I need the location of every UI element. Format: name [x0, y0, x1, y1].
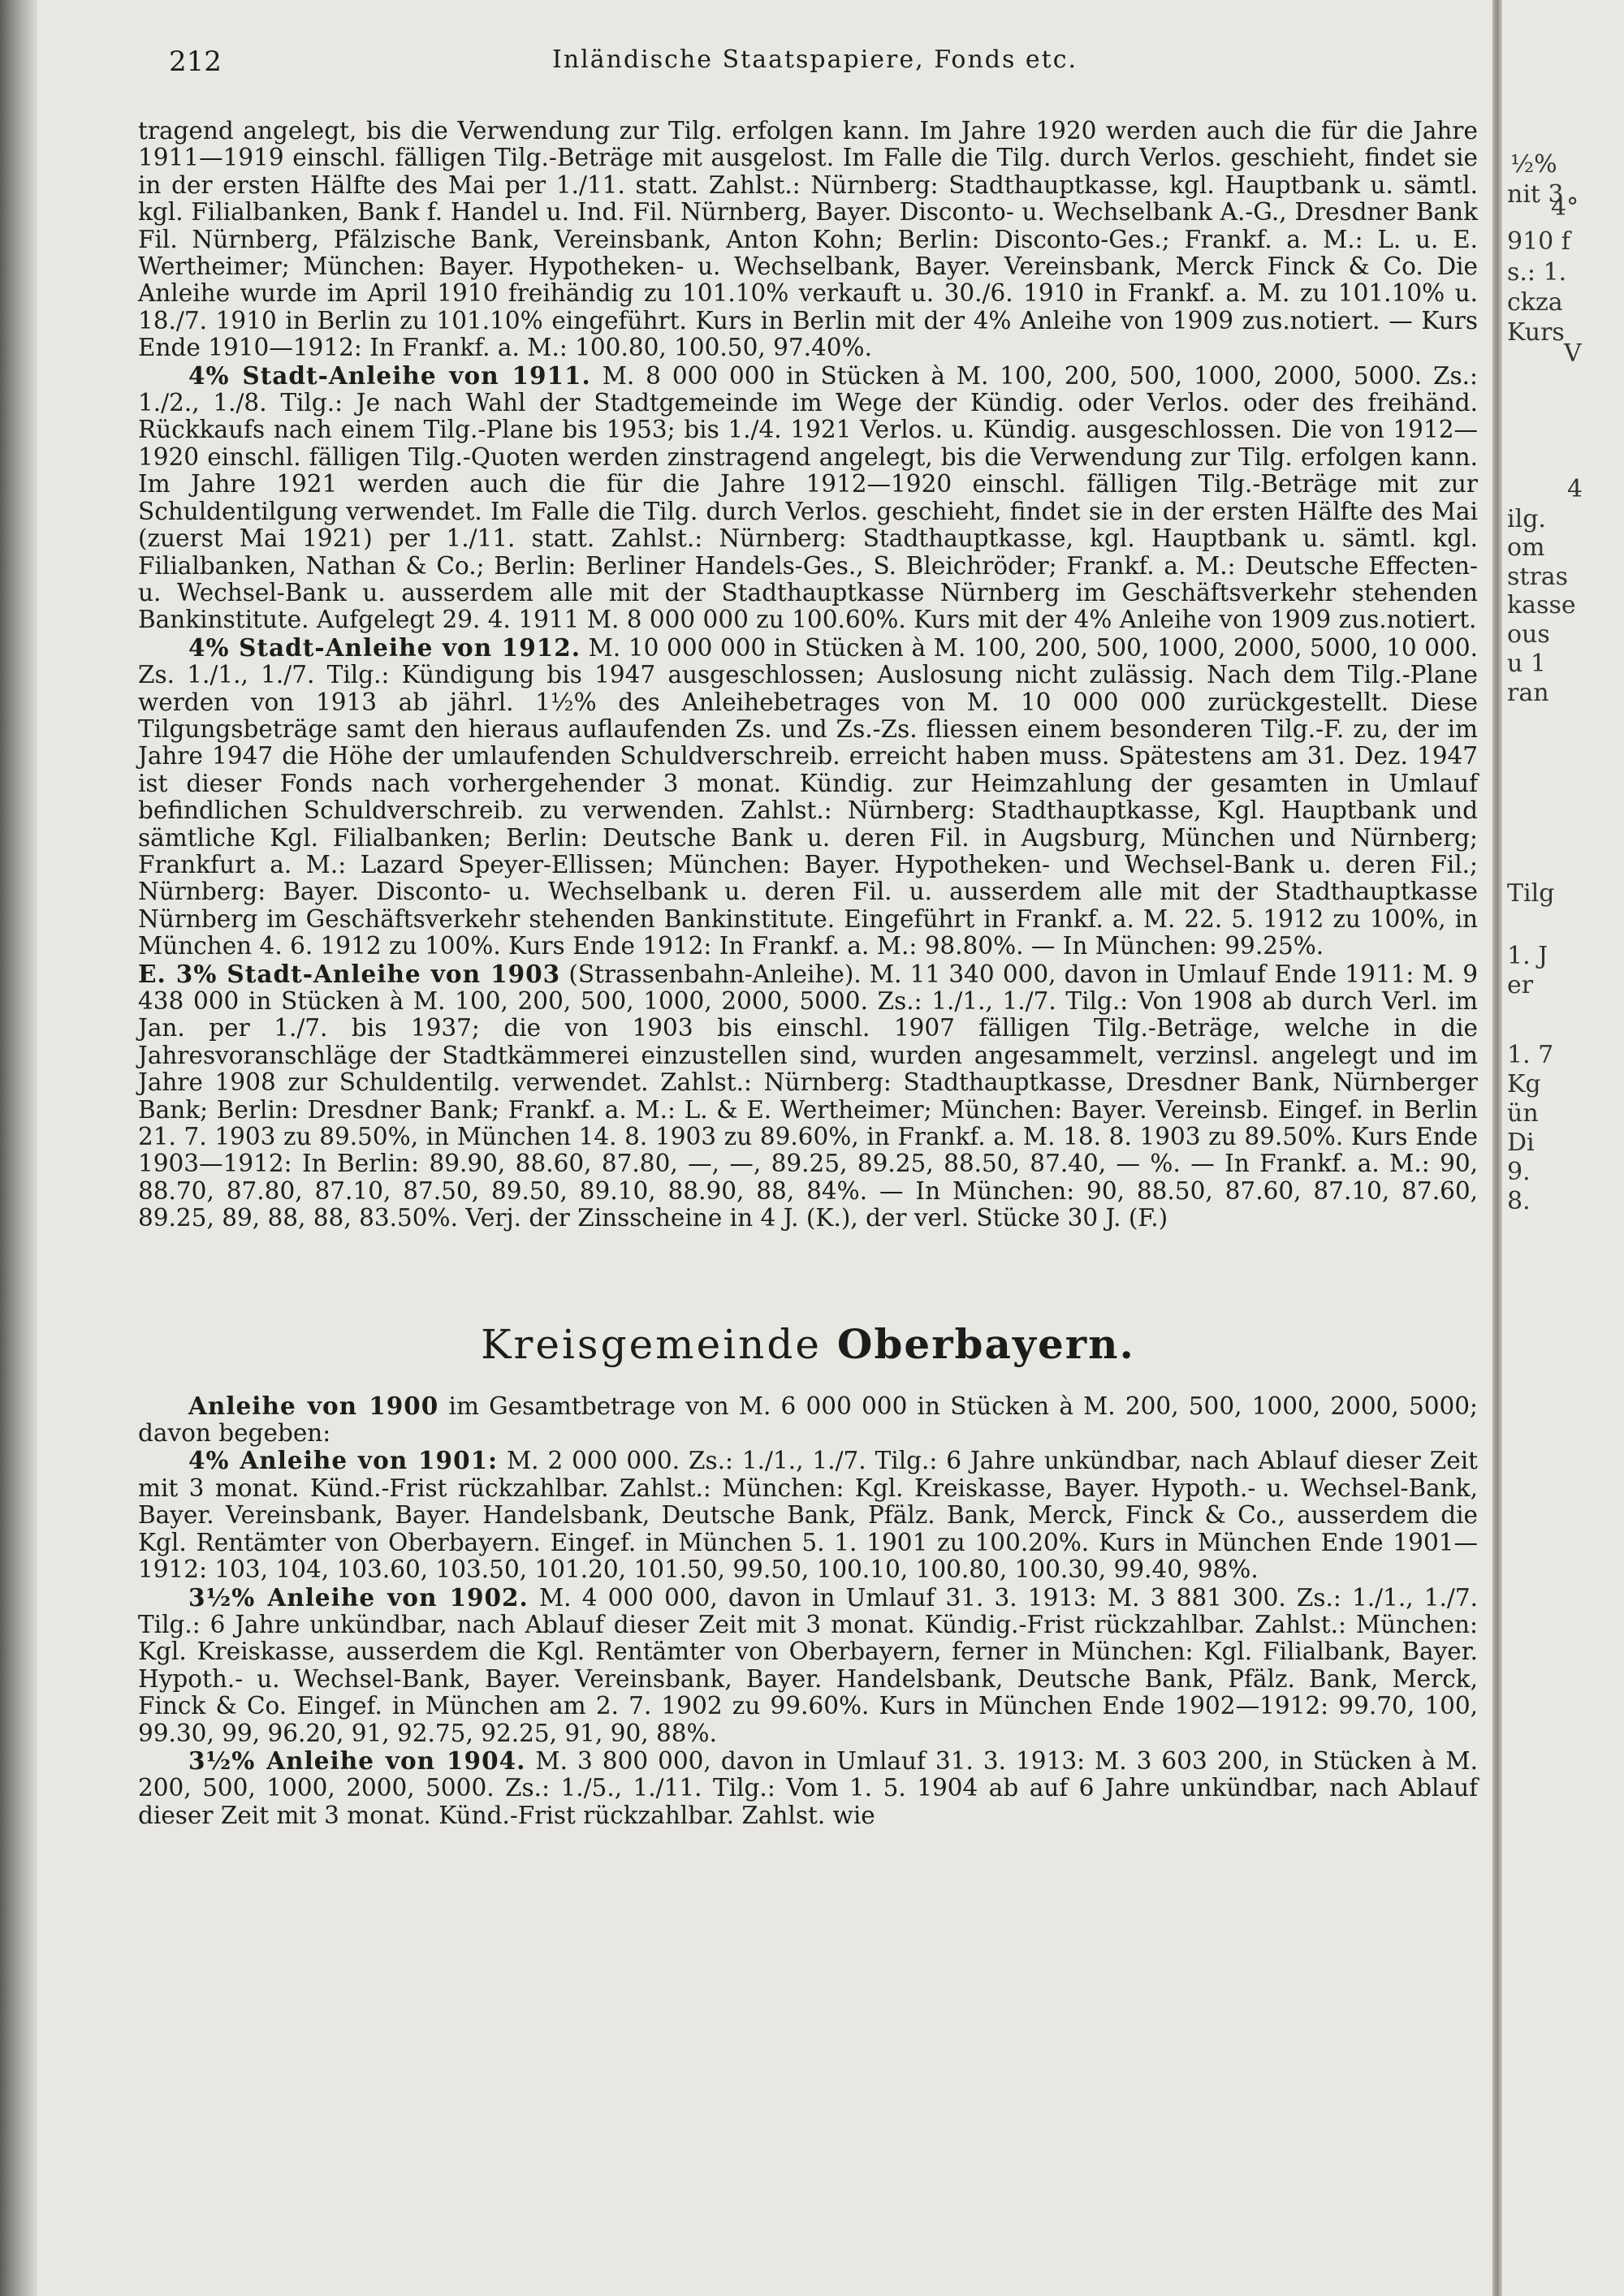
page-body	[138, 118, 1478, 1829]
paragraph-anleihe-1911	[138, 362, 1478, 634]
section-heading	[138, 1320, 1478, 1368]
paragraph-lead: 4% Anleihe von 1901:	[188, 1446, 499, 1475]
running-head-title: Inländische Staatspapiere, Fonds etc.	[552, 45, 1078, 74]
paragraph-text: im Gesamtbetrage von M. 6 000 000 in Stücken à M. 200, 500, 1000, 2000, 5000; davon begeben:	[138, 1392, 1478, 1448]
paragraph-lead: 4% Stadt-Anleihe von 1911.	[188, 360, 591, 390]
section-heading-start: Kreisgemeinde	[481, 1320, 822, 1368]
neighbor-page-strip	[1502, 0, 1624, 2296]
neighbor-fragment: ½%	[1510, 150, 1557, 179]
neighbor-fragment: 4	[1567, 475, 1583, 503]
neighbor-fragment: 1. J	[1507, 942, 1548, 970]
paragraph-anleihe-1903	[138, 960, 1478, 1232]
paragraph-text: M. 4 000 000, davon in Umlauf 31. 3. 1913: M. 3 881 300. Zs.: 1./1., 1./7. Tilg.: 6 Jahre unkündbar, nach Ablauf dieser Zeit mit 3 monat. Kündig.-Frist rückzahlbar. Zahlst.: München: Kgl. Kreiskasse, ausserdem die Kgl. Rentämter von Oberbayern, ferner in München: Kgl. Filialbank, Bayer. Hypoth.- u. Wechsel-Bank, Bayer. Vereinsbank, Bayer. Handelsbank, Deutsche Bank, Pfälz. Bank, Merck, Finck & Co. Eingef. in München am 2. 7. 1902 zu 99.60%. Kurs in München Ende 1902—1912: 99.70, 100, 99.30, 99, 96.20, 91, 92.75, 92.25, 91, 90, 88%.	[138, 1583, 1478, 1747]
neighbor-fragment: stras	[1507, 563, 1569, 591]
paragraph-lead: E. 3% Stadt-Anleihe von 1903	[138, 959, 561, 988]
neighbor-fragment: 8.	[1507, 1187, 1531, 1215]
paragraph-text: M. 8 000 000 in Stücken à M. 100, 200, 500, 1000, 2000, 5000. Zs.: 1./2., 1./8. Tilg.: Je nach Wahl der Stadtgemeinde im Wege der Kündig. oder Verlos. oder des freihänd. Rückkaufs nach einem Tilg.-Plane bis 1953; bis 1./4. 1921 Verlos. u. Kündig. ausgeschlossen. Die von 1912—1920 einschl. fälligen Tilg.-Quoten werden zinstragend angelegt, bis die Verwendung zur Tilg. erfolgen kann. Im Jahre 1921 werden auch die für die Jahre 1912—1920 einschl. fälligen Tilg.-Beträge mit zur Schuldentilgung verwendet. Im Falle die Tilg. durch Verlos. geschieht, findet sie in der ersten Hälfte des Mai (zuerst Mai 1921) per 1./11. statt. Zahlst.: Nürnberg: Stadthauptkasse, kgl. Hauptbank u. sämtl. kgl. Filialbanken, Nathan & Co.; Berlin: Berliner Handels-Ges., S. Bleichröder; Frankf. a. M.: Deutsche Effecten- u. Wechsel-Bank u. ausserdem alle mit der Stadthauptkasse Nürnberg im Geschäftsverkehr stehenden Bankinstitute. Aufgelegt 29. 4. 1911 M. 8 000 000 zu 100.60%. Kurs mit der 4% Anleihe von 1909 zus.notiert.	[138, 361, 1478, 634]
page-edge-shadow	[1492, 0, 1502, 2296]
paragraph-lead: 3½% Anleihe von 1904.	[188, 1746, 526, 1775]
neighbor-fragment: ilg.	[1507, 505, 1546, 533]
neighbor-fragment: Kg	[1507, 1070, 1541, 1098]
section-heading-bold: Oberbayern.	[836, 1319, 1135, 1368]
paragraph-lead: 3½% Anleihe von 1902.	[188, 1582, 529, 1612]
neighbor-fragment: 4°	[1551, 193, 1579, 222]
paragraph-lead: 4% Stadt-Anleihe von 1912.	[188, 632, 581, 662]
page-number: 212	[169, 45, 222, 78]
neighbor-fragment: Di	[1507, 1129, 1535, 1157]
neighbor-fragment: 9.	[1507, 1158, 1531, 1186]
document-page	[130, 0, 1478, 2296]
neighbor-fragment: ckza	[1507, 288, 1563, 317]
paragraph-anleihe-1912	[138, 634, 1478, 960]
neighbor-fragment: Tilg	[1507, 879, 1555, 908]
paragraph-text: M. 2 000 000. Zs.: 1./1., 1./7. Tilg.: 6 Jahre unkündbar, nach Ablauf dieser Zeit mit 3 monat. Künd.-Frist rückzahlbar. Zahlst.: München: Kgl. Kreiskasse, Bayer. Hypoth.- u. Wechsel-Bank, Bayer. Vereinsbank, Bayer. Handelsbank, Deutsche Bank, Pfälz. Bank, Merck, Finck & Co., ausserdem die Kgl. Rentämter von Oberbayern. Eingef. in München 5. 1. 1901 zu 100.20%. Kurs in München Ende 1901—1912: 103, 104, 103.60, 103.50, 101.20, 101.50, 99.50, 100.10, 100.80, 100.30, 99.40, 98%.	[138, 1447, 1479, 1584]
neighbor-fragment: Kurs	[1507, 318, 1565, 347]
paragraph-text: M. 3 800 000, davon in Umlauf 31. 3. 1913: M. 3 603 200, in Stücken à M. 200, 500, 1000, 2000, 5000. Zs.: 1./5., 1./11. Tilg.: Vom 1. 5. 1904 ab auf 6 Jahre unkündbar, nach Ablauf dieser Zeit mit 3 monat. Künd.-Frist rückzahlbar. Zahlst. wie	[138, 1746, 1478, 1829]
paragraph-lead: Anleihe von 1900	[188, 1391, 439, 1420]
neighbor-fragment: ün	[1507, 1099, 1539, 1128]
paragraph-anleihe-1900	[138, 1392, 1478, 1448]
neighbor-fragment: ran	[1507, 679, 1549, 707]
neighbor-fragment: V	[1564, 339, 1582, 368]
neighbor-fragment: s.: 1.	[1507, 258, 1567, 287]
paragraph-text: M. 10 000 000 in Stücken à M. 100, 200, 500, 1000, 2000, 5000, 10 000. Zs. 1./1., 1./7. Tilg.: Kündigung bis 1947 ausgeschlossen; Auslosung nicht zulässig. Nach dem Tilg.-Plane werden von 1913 ab jährl. 1½% des Anleihebetrages von M. 10 000 000 zurückgestellt. Diese Tilgungsbeträge samt den hieraus auflaufenden Zs. und Zs.-Zs. fliessen einem besonderen Tilg.-F. zu, der im Jahre 1947 die Höhe der umlaufenden Schuldverschreib. erreicht haben muss. Spätestens am 31. Dez. 1947 ist dieser Fonds nach vorhergehender 3 monat. Kündig. zur Heimzahlung der gesamten in Umlauf befindlichen Schuldverschreib. zu verwenden. Zahlst.: Nürnberg: Stadthauptkasse, Kgl. Hauptbank und sämtliche Kgl. Filialbanken; Berlin: Deutsche Bank u. deren Fil. in Augsburg, München und Nürnberg; Frankfurt a. M.: Lazard Speyer-Ellissen; München: Bayer. Hypotheken- und Wechsel-Bank u. deren Fil.; Nürnberg: Bayer. Disconto- u. Wechselbank u. deren Fil. u. ausserdem alle mit der Stadthauptkasse Nürnberg im Geschäftsverkehr stehenden Bankinstitute. Eingeführt in Frankf. a. M. 22. 5. 1912 zu 100%, in München 4. 6. 1912 zu 100%. Kurs Ende 1912: In Frankf. a. M.: 98.80%. — In München: 99.25%.	[138, 633, 1478, 960]
paragraph-anleihe-1901	[138, 1447, 1478, 1583]
paragraph-anleihe-1902	[138, 1584, 1478, 1747]
running-head	[130, 45, 1478, 78]
neighbor-fragment: u 1	[1507, 650, 1546, 678]
neighbor-fragment: er	[1507, 971, 1534, 999]
book-binding-shadow	[0, 0, 37, 2296]
paragraph-text: tragend angelegt, bis die Verwendung zur Tilg. erfolgen kann. Im Jahre 1920 werden auch die für die Jahre 1911—1919 einschl. fälligen Tilg.-Beträge mit ausgelost. Im Falle die Tilg. durch Verlos. geschieht, findet sie in der ersten Hälfte des Mai per 1./11. statt. Zahlst.: Nürnberg: Stadthauptkasse, kgl. Hauptbank u. sämtl. kgl. Filialbanken, Bank f. Handel u. Ind. Fil. Nürnberg, Bayer. Disconto- u. Wechselbank A.-G., Dresdner Bank Fil. Nürnberg, Pfälzische Bank, Vereinsbank, Anton Kohn; Berlin: Disconto-Ges.; Frankf. a. M.: L. u. E. Wertheimer; München: Bayer. Hypotheken- u. Wechselbank, Bayer. Vereinsbank, Merck Finck & Co. Die Anleihe wurde im April 1910 freihändig zu 101.10% verkauft u. 30./6. 1910 in Frankf. a. M. zu 101.10% u. 18./7. 1910 in Berlin zu 101.10% eingeführt. Kurs in Berlin mit der 4% Anleihe von 1909 zus.notiert. — Kurs Ende 1910—1912: In Frankf. a. M.: 100.80, 100.50, 97.40%.	[138, 117, 1478, 362]
paragraph-anleihe-1904	[138, 1747, 1478, 1829]
neighbor-fragment: om	[1507, 533, 1545, 562]
paragraph-continuation	[138, 118, 1478, 362]
neighbor-fragment: 910 f	[1507, 227, 1570, 256]
neighbor-fragment: ous	[1507, 620, 1550, 649]
paragraph-text: (Strassenbahn-Anleihe). M. 11 340 000, davon in Umlauf Ende 1911: M. 9 438 000 in Stücken à M. 100, 200, 500, 1000, 2000, 5000. Zs.: 1./1., 1./7. Tilg.: Von 1908 ab durch Verl. im Jan. per 1./7. bis 1937; die von 1903 bis einschl. 1907 fälligen Tilg.-Beträge, welche in die Jahresvoranschläge der Stadtkämmerei einzustellen sind, wurden angesammelt, verzinsl. angelegt und im Jahre 1908 zur Schuldentilg. verwendet. Zahlst.: Nürnberg: Stadthauptkasse, Dresdner Bank, Nürnberger Bank; Berlin: Dresdner Bank; Frankf. a. M.: L. & E. Wertheimer; München: Bayer. Vereinsb. Eingef. in Berlin 21. 7. 1903 zu 89.50%, in München 14. 8. 1903 zu 89.60%, in Frankf. a. M. 18. 8. 1903 zu 89.50%. Kurs Ende 1903—1912: In Berlin: 89.90, 88.60, 87.80, —, —, 89.25, 89.25, 88.50, 87.40, — %. — In Frankf. a. M.: 90, 88.70, 87.80, 87.10, 87.50, 89.50, 89.10, 88.90, 88, 84%. — In München: 90, 88.50, 87.60, 87.10, 87.60, 89.25, 89, 88, 88, 83.50%. Verj. der Zinsscheine in 4 J. (K.), der verl. Stücke 30 J. (F.)	[138, 960, 1478, 1232]
neighbor-fragment: kasse	[1507, 591, 1576, 619]
neighbor-fragment: nit 3	[1507, 180, 1564, 209]
neighbor-fragment: 1. 7	[1507, 1041, 1554, 1069]
